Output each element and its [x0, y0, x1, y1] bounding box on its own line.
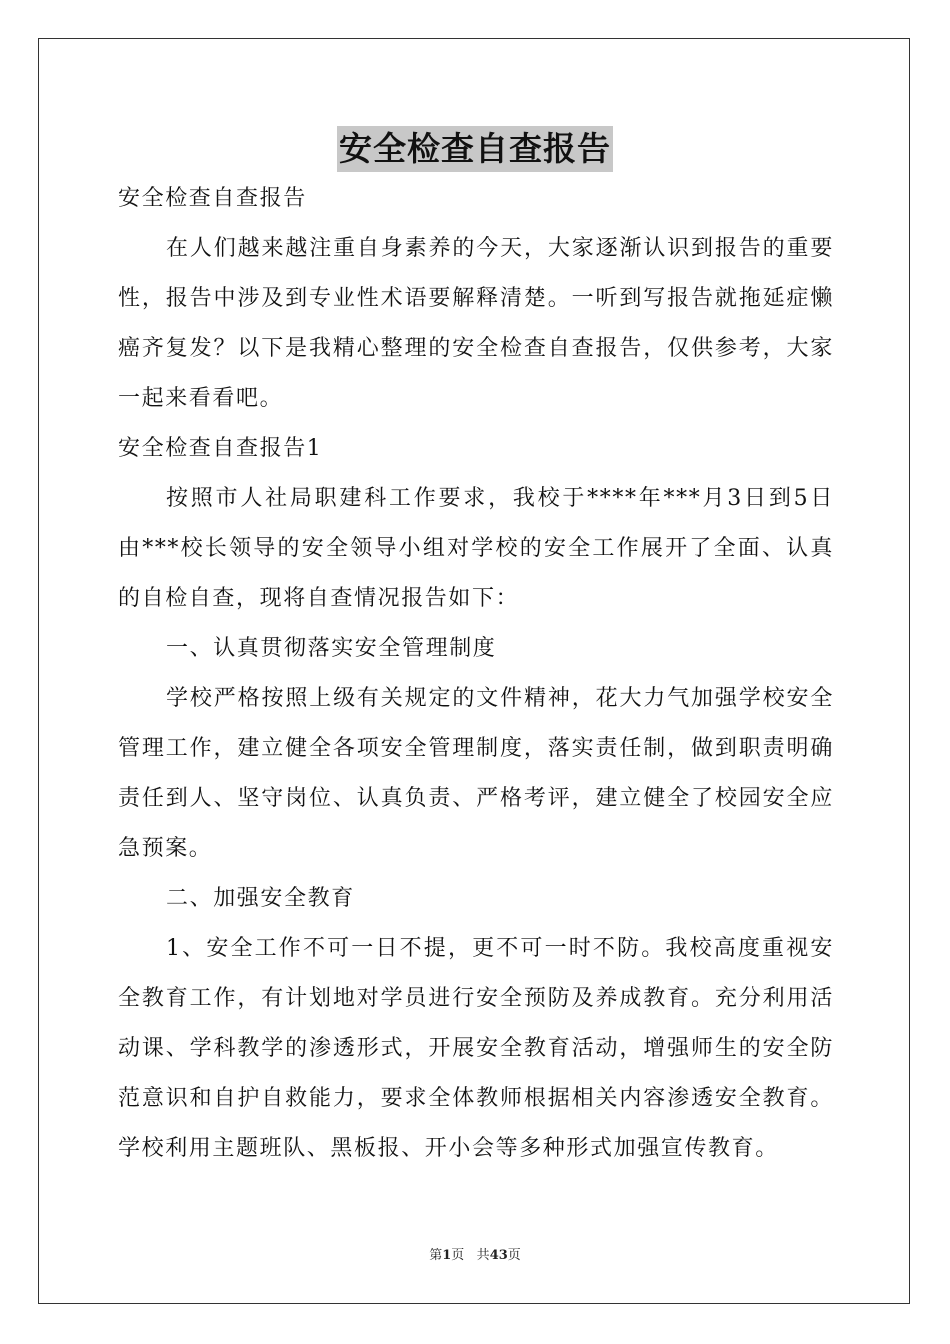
- page-suffix: 页: [451, 1248, 465, 1263]
- paragraph-line: 学校严格按照上级有关规定的文件精神，花大力气加强学校安全: [166, 686, 834, 711]
- title-wrap: [0, 126, 950, 172]
- paragraph-line: 癌齐复发？以下是我精心整理的安全检查自查报告，仅供参考，大家: [118, 336, 834, 361]
- document-body: [118, 174, 834, 1174]
- paragraph-line: 学校利用主题班队、黑板报、开小会等多种形式加强宣传教育。: [118, 1136, 779, 1161]
- paragraph-line: 按照市人社局职建科工作要求，我校于****年***月3日到5日: [166, 486, 834, 511]
- paragraph-line: 动课、学科教学的渗透形式，开展安全教育活动，增强师生的安全防: [118, 1036, 834, 1061]
- subtitle-line: 安全检查自查报告: [118, 186, 307, 211]
- paragraph-line: 性，报告中涉及到专业性术语要解释清楚。一听到写报告就拖延症懒: [118, 286, 834, 311]
- paragraph-line: 在人们越来越注重自身素养的今天，大家逐渐认识到报告的重要: [166, 236, 834, 261]
- current-page-number: 1: [442, 1248, 452, 1263]
- paragraph-line: 由***校长领导的安全领导小组对学校的安全工作展开了全面、认真: [118, 536, 834, 561]
- total-page-count: 43: [489, 1248, 508, 1263]
- page-prefix: 第: [429, 1248, 443, 1263]
- paragraph-line: 1、安全工作不可一日不提，更不可一时不防。我校高度重视安: [166, 936, 834, 961]
- paragraph-line: 管理工作，建立健全各项安全管理制度，落实责任制，做到职责明确: [118, 736, 834, 761]
- paragraph-line: 责任到人、坚守岗位、认真负责、严格考评，建立健全了校园安全应: [118, 786, 834, 811]
- subsection-heading: 二、加强安全教育: [166, 886, 355, 911]
- section-heading: 安全检查自查报告1: [118, 436, 323, 461]
- page-footer: [0, 1246, 950, 1266]
- document-title: 安全检查自查报告: [337, 126, 613, 172]
- paragraph-line: 一起来看看吧。: [118, 386, 284, 411]
- paragraph-line: 范意识和自护自救能力，要求全体教师根据相关内容渗透安全教育。: [118, 1086, 834, 1111]
- total-prefix: 共: [476, 1248, 490, 1263]
- paragraph-line: 全教育工作，有计划地对学员进行安全预防及养成教育。充分利用活: [118, 986, 834, 1011]
- subsection-heading: 一、认真贯彻落实安全管理制度: [166, 636, 497, 661]
- paragraph-line: 急预案。: [118, 836, 213, 861]
- paragraph-line: 的自检自查，现将自查情况报告如下：: [118, 586, 520, 611]
- total-suffix: 页: [507, 1248, 521, 1263]
